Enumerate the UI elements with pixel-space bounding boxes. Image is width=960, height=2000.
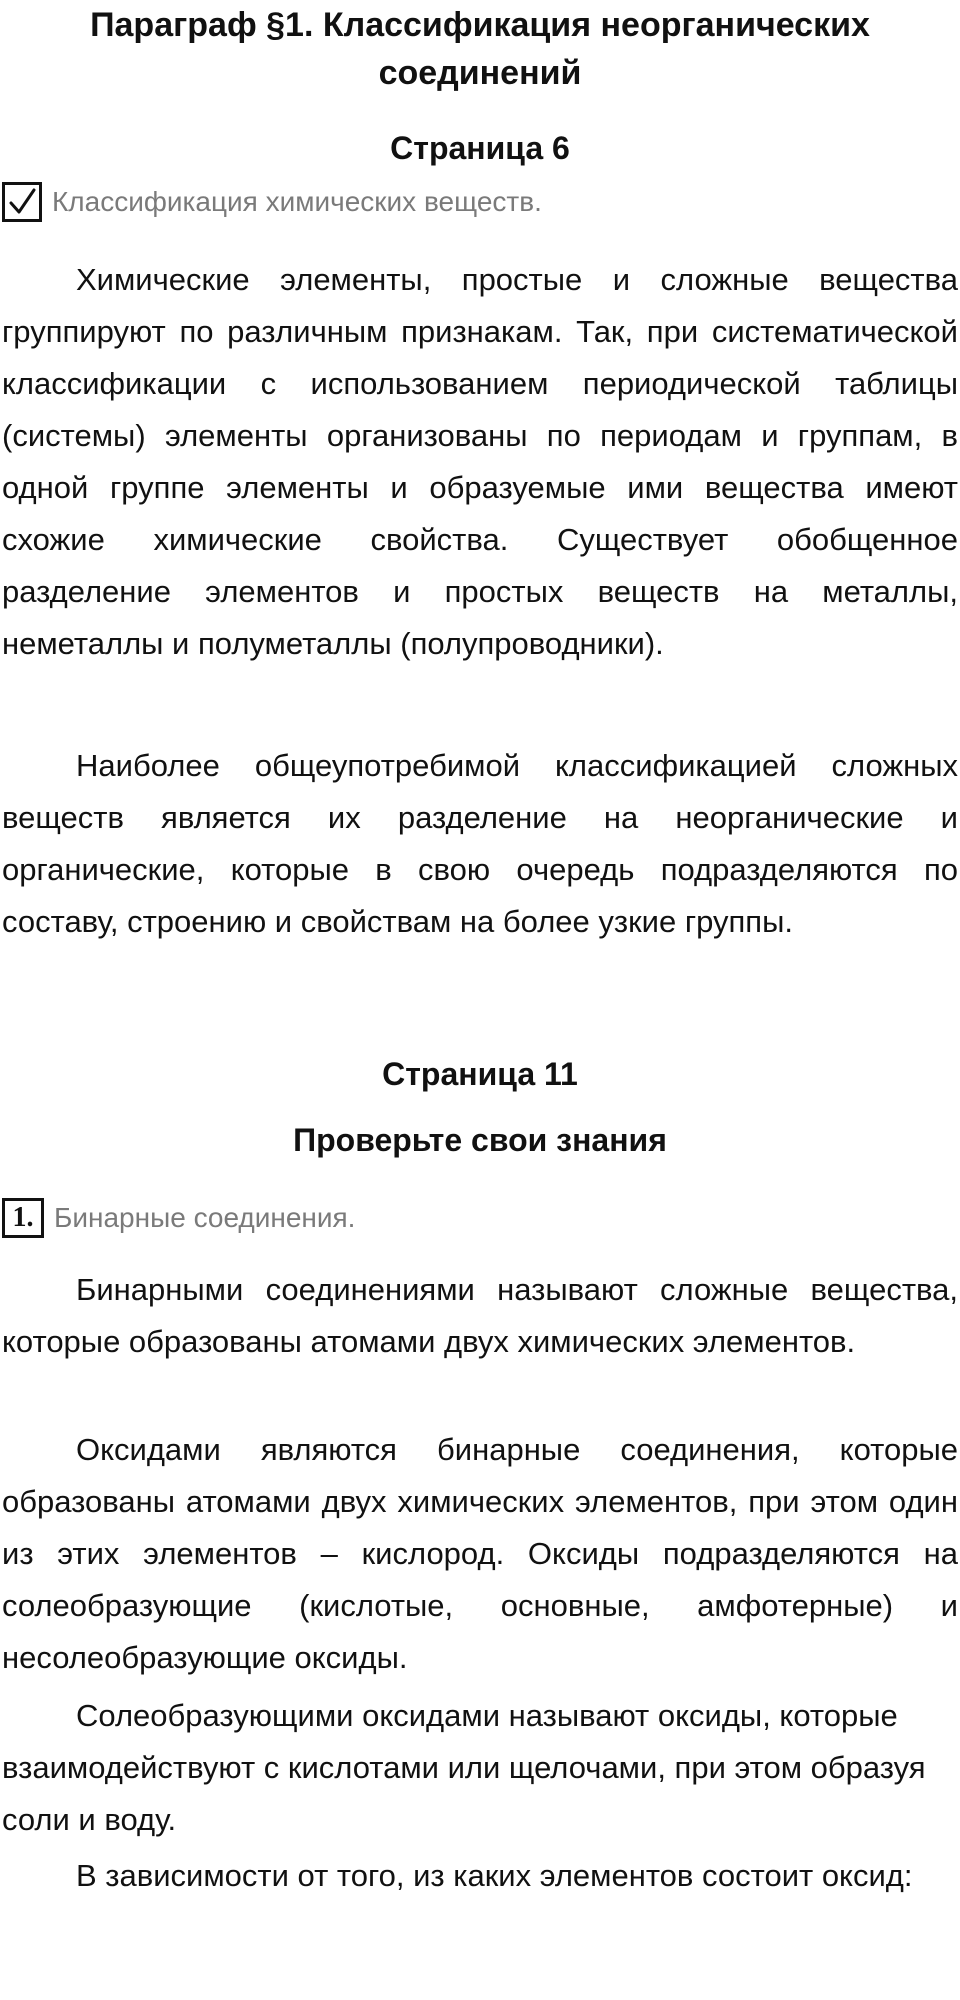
paragraph-binary-4: В зависимости от того, из каких элементов состоит оксид: bbox=[76, 1858, 913, 1893]
paragraph-classification-2: Наиболее общеупотребимой классификацией сложных веществ является их разделение на неорганические и органические, которые в свою очередь подразделяются по составу, строению и свойствам на более узкие группы. bbox=[2, 748, 958, 939]
task-classification bbox=[2, 180, 542, 224]
page-heading-6: Страница 6 bbox=[390, 130, 570, 166]
paragraph-binary-2: Оксидами являются бинарные соединения, которые образованы атомами двух химических элементов, при этом один из этих элементов – кислород. Оксиды подразделяются на солеобразующие (кислотые, основные, амфотерные) и несолеобразующие оксиды. bbox=[2, 1432, 958, 1675]
paragraph-classification-1: Химические элементы, простые и сложные вещества группируют по различным признакам. Так, при систематической классификации с использованием периодической таблицы (системы) элементы организованы по периодам и группам, в одной группе элементы и образуемые ими вещества имеют схожие химические свойства. Существует обобщенное разделение элементов и простых веществ на металлы, неметаллы и полуметаллы (полупроводники). bbox=[2, 262, 958, 661]
page-heading-11: Страница 11 bbox=[382, 1056, 578, 1092]
paragraph-binary-3: Солеобразующими оксидами называют оксиды, которые взаимодействуют с кислотами или щелочами, при этом образуя соли и воду. bbox=[2, 1698, 926, 1837]
page-title-line-1: Параграф §1. Классификация неорганических bbox=[90, 6, 870, 44]
check-icon bbox=[2, 182, 42, 222]
task-label: Бинарные соединения. bbox=[54, 1202, 356, 1233]
task-binary-compounds bbox=[2, 1196, 355, 1240]
task-label: Классификация химических веществ. bbox=[52, 186, 542, 217]
page-title-line-2: соединений bbox=[378, 54, 582, 92]
task-number-box: 1. bbox=[2, 1198, 44, 1238]
section-subheading: Проверьте свои знания bbox=[293, 1122, 667, 1158]
paragraph-binary-1: Бинарными соединениями называют сложные вещества, которые образованы атомами двух химических элементов. bbox=[2, 1272, 958, 1359]
